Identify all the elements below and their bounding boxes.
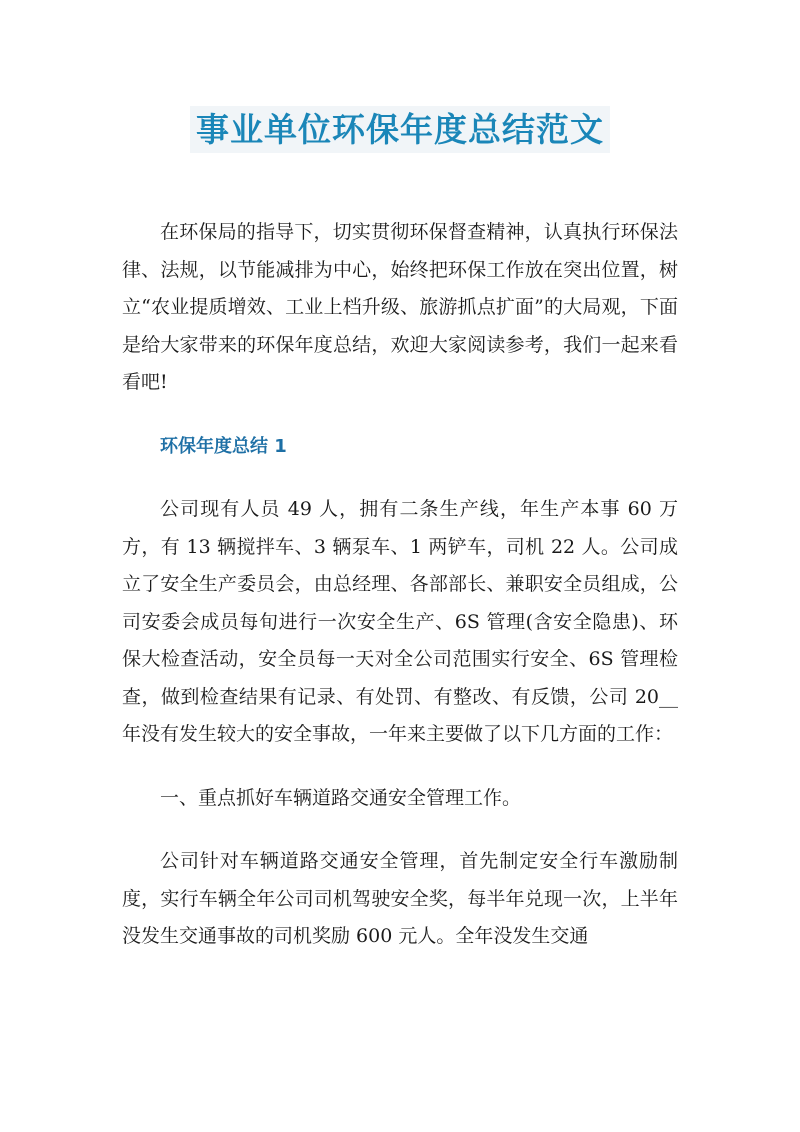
company-overview-paragraph: 公司现有人员 49 人，拥有二条生产线，年生产本事 60 万方，有 13 辆搅拌车、3 辆泵车、1 两铲车，司机 22 人。公司成立了安全生产委员会，由总经理、各部部长、兼职安全员组成，公司安委会成员每旬进行一次安全生产、6S 管理(含安全隐患)、环保大检查活动，安全员每一天对全公司范围实行安全、6S 管理检查，做到检查结果有记录、有处罚、有整改、有反馈，公司 20__年没有发生较大的安全事故，一年来主要做了以下几方面的工作： xyxy=(122,498,678,745)
point-one-heading: 一、重点抓好车辆道路交通安全管理工作。 xyxy=(160,786,522,809)
intro-paragraph: 在环保局的指导下，切实贯彻环保督查精神，认真执行环保法律、法规，以节能减排为中心，始终把环保工作放在突出位置，树立“农业提质增效、工业上档升级、旅游抓点扩面”的大局观，下面是给大家带来的环保年度总结，欢迎大家阅读参考，我们一起来看看吧! xyxy=(122,221,678,393)
section-heading: 环保年度总结 1 xyxy=(160,435,287,457)
traffic-safety-paragraph: 公司针对车辆道路交通安全管理，首先制定安全行车激励制度，实行车辆全年公司司机驾驶安全奖，每半年兑现一次，上半年没发生交通事故的司机奖励 600 元人。全年没发生交通 xyxy=(122,850,678,947)
document-title xyxy=(0,104,800,151)
document-body xyxy=(122,214,678,982)
document-title-text: 事业单位环保年度总结范文 xyxy=(190,106,610,153)
